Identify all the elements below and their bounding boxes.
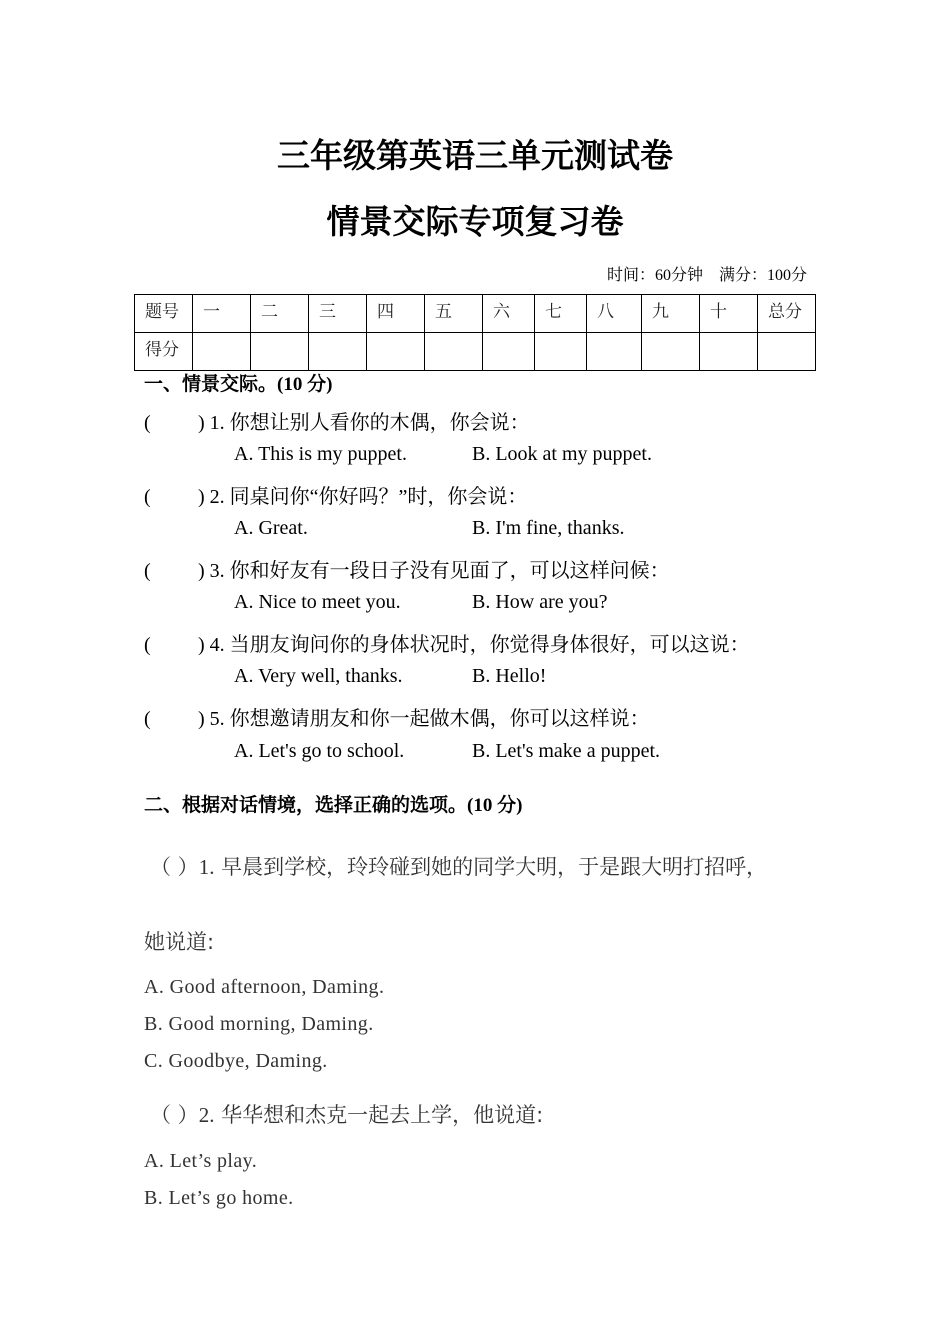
- option-a: A. Nice to meet you.: [234, 591, 401, 613]
- question-2: [144, 480, 527, 509]
- question-text: 同桌问你“你好吗？”时，你会说：: [229, 486, 528, 508]
- score-cell[interactable]: [309, 333, 367, 371]
- page-title: 三年级第英语三单元测试卷: [277, 139, 673, 175]
- exam-meta: 时间：60分钟 满分：100分: [606, 267, 807, 284]
- question-number: ) 4.: [198, 634, 225, 656]
- question-text-continued: 她说道:: [144, 930, 215, 954]
- score-table-score-row: [135, 333, 816, 371]
- option-b: B. I'm fine, thanks.: [472, 517, 625, 539]
- table-cell: 五: [425, 295, 483, 333]
- question-text: 你想让别人看你的木偶，你会说：: [229, 412, 530, 434]
- option-a: A. Let's go to school.: [234, 740, 405, 762]
- question-3: [144, 554, 670, 583]
- table-cell: 八: [587, 295, 642, 333]
- question-text: 华华想和杰克一起去上学，他说道:: [221, 1103, 544, 1127]
- question-number: ) 1.: [198, 412, 225, 434]
- table-cell: 题号: [135, 295, 193, 333]
- section2-heading: 二、根据对话情境，选择正确的选项。(10 分): [144, 795, 523, 816]
- question-number: 1.: [198, 855, 215, 879]
- score-cell[interactable]: [425, 333, 483, 371]
- question-5: [144, 702, 650, 731]
- table-cell: 二: [251, 295, 309, 333]
- question-1: [144, 406, 530, 435]
- option-b: B. Let's make a puppet.: [472, 740, 660, 762]
- table-cell: 一: [193, 295, 251, 333]
- table-cell: 总分: [758, 295, 816, 333]
- score-cell[interactable]: [251, 333, 309, 371]
- option-a: A. Great.: [234, 517, 308, 539]
- table-cell: 得分: [135, 333, 193, 371]
- question-4: [144, 628, 750, 657]
- question-number: ) 2.: [198, 486, 225, 508]
- score-table-header-row: [135, 295, 816, 333]
- option-a: A. Good afternoon, Daming.: [144, 976, 385, 998]
- score-cell[interactable]: [193, 333, 251, 371]
- question-number: 2.: [198, 1103, 215, 1127]
- score-cell[interactable]: [700, 333, 758, 371]
- answer-paren[interactable]: （ ）: [150, 1103, 199, 1127]
- option-b: B. Look at my puppet.: [472, 443, 652, 465]
- answer-paren[interactable]: (: [144, 708, 151, 730]
- score-cell[interactable]: [535, 333, 587, 371]
- option-b: B. How are you?: [472, 591, 608, 613]
- table-cell: 十: [700, 295, 758, 333]
- question-text: 你和好友有一段日子没有见面了，可以这样问候：: [229, 560, 670, 582]
- option-b: B. Let’s go home.: [144, 1187, 294, 1209]
- question-text: 当朋友询问你的身体状况时，你觉得身体很好，可以这说：: [229, 634, 750, 656]
- score-cell[interactable]: [483, 333, 535, 371]
- score-cell[interactable]: [642, 333, 700, 371]
- answer-paren[interactable]: （ ）: [150, 855, 199, 879]
- page-subtitle: 情景交际专项复习卷: [326, 205, 624, 241]
- section1-heading: 一、情景交际。(10 分): [144, 374, 333, 395]
- option-b: B. Good morning, Daming.: [144, 1013, 374, 1035]
- table-cell: 三: [309, 295, 367, 333]
- option-b: B. Hello!: [472, 665, 547, 687]
- question-number: ) 5.: [198, 708, 225, 730]
- table-cell: 七: [535, 295, 587, 333]
- answer-paren[interactable]: (: [144, 634, 151, 656]
- score-table: [134, 294, 816, 371]
- answer-paren[interactable]: (: [144, 560, 151, 582]
- question-2-2: [150, 1099, 543, 1129]
- score-cell[interactable]: [587, 333, 642, 371]
- question-number: ) 3.: [198, 560, 225, 582]
- question-2-1: [150, 851, 767, 881]
- score-cell[interactable]: [367, 333, 425, 371]
- answer-paren[interactable]: (: [144, 486, 151, 508]
- question-text: 你想邀请朋友和你一起做木偶，你可以这样说：: [229, 708, 650, 730]
- question-text: 早晨到学校，玲玲碰到她的同学大明，于是跟大明打招呼，: [221, 855, 768, 879]
- table-cell: 六: [483, 295, 535, 333]
- option-c: C. Goodbye, Daming.: [144, 1050, 328, 1072]
- answer-paren[interactable]: (: [144, 412, 151, 434]
- option-a: A. This is my puppet.: [234, 443, 407, 465]
- table-cell: 九: [642, 295, 700, 333]
- option-a: A. Very well, thanks.: [234, 665, 403, 687]
- option-a: A. Let’s play.: [144, 1150, 258, 1172]
- score-cell[interactable]: [758, 333, 816, 371]
- table-cell: 四: [367, 295, 425, 333]
